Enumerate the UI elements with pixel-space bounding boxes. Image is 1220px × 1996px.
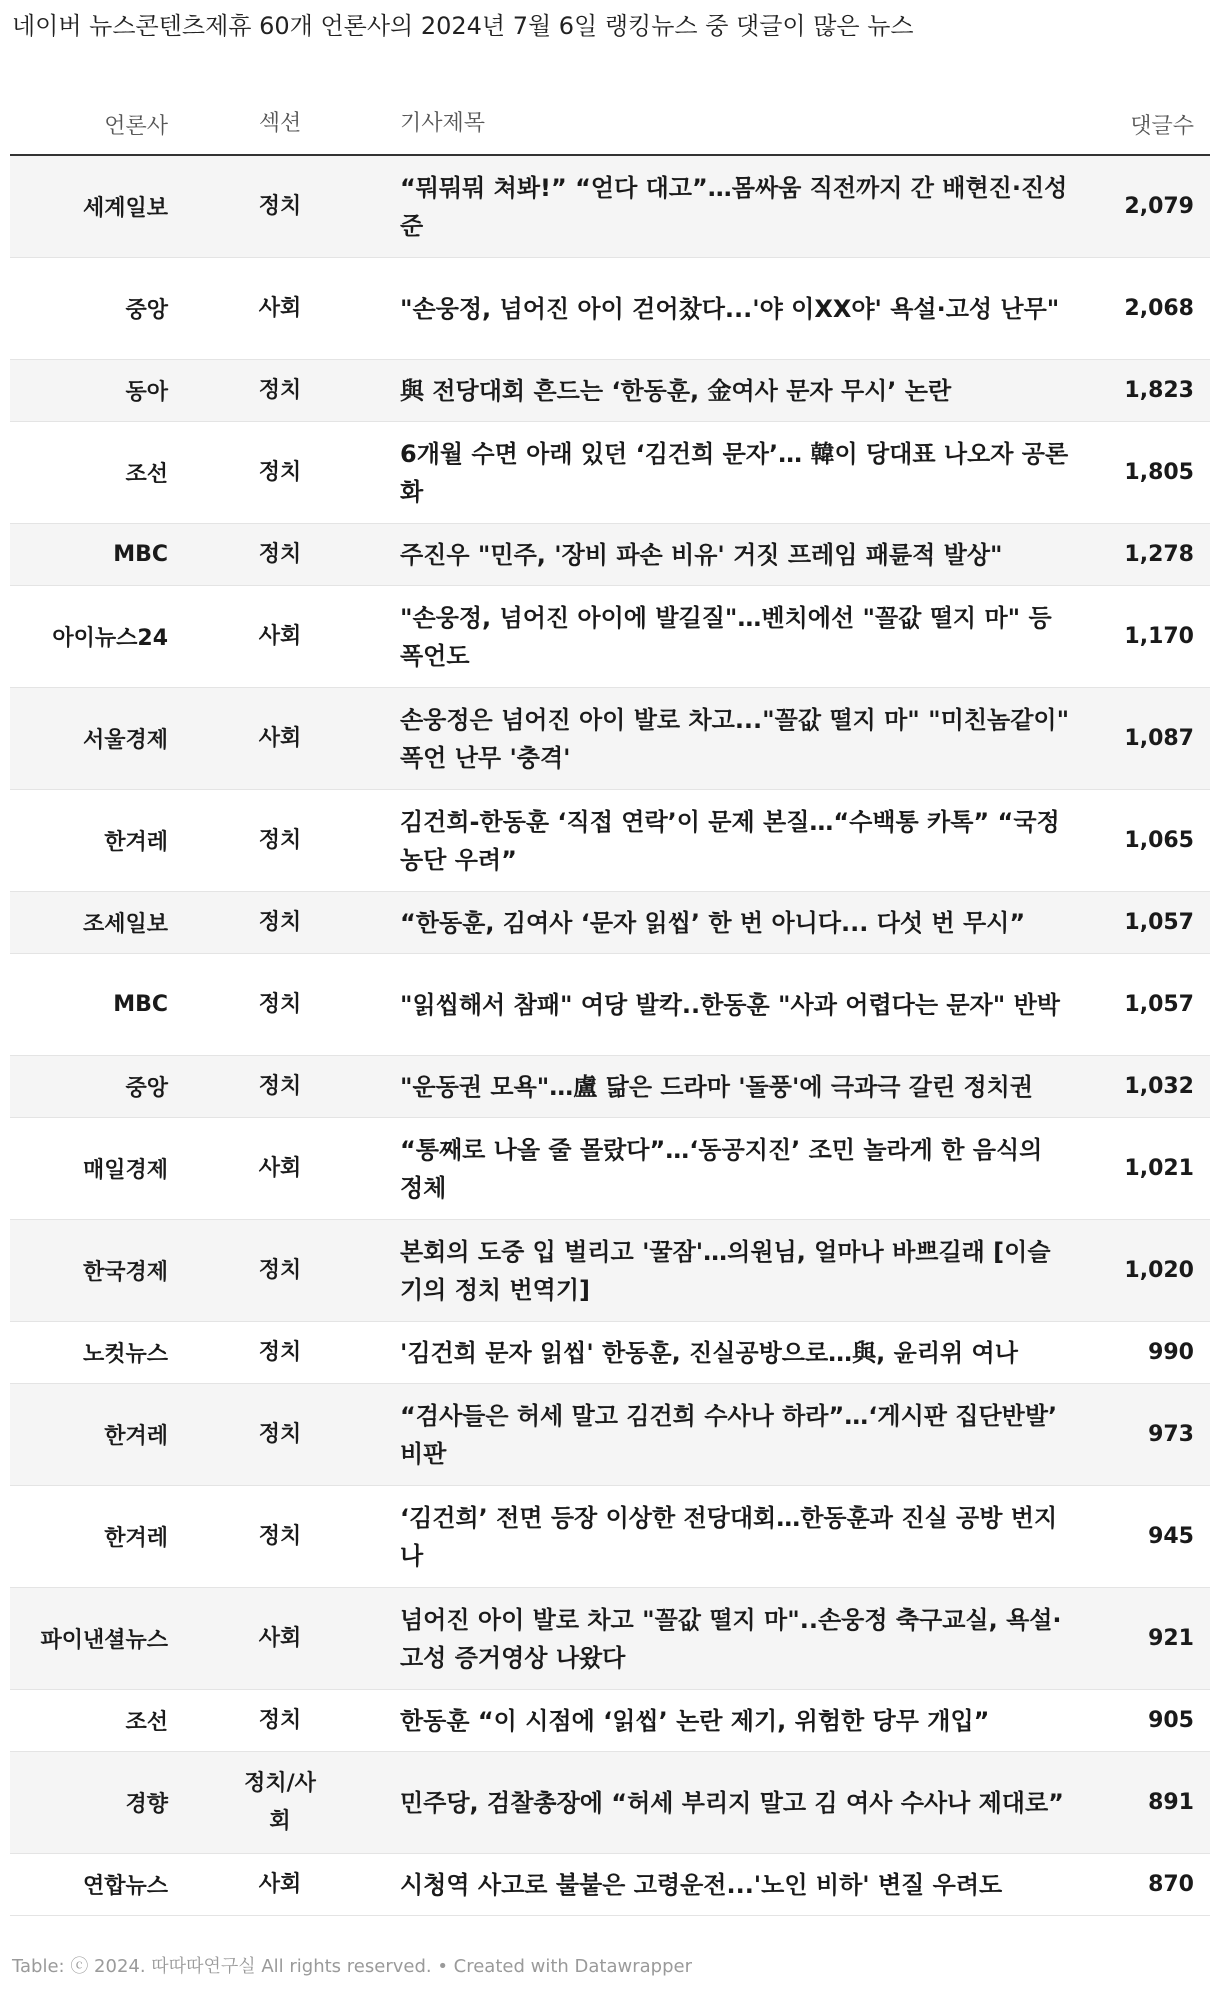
table-row [10, 156, 1210, 258]
cell-section [168, 1068, 392, 1106]
ranking-table [10, 94, 1210, 1916]
cell-section [168, 188, 392, 226]
cell-section [168, 1702, 392, 1740]
cell-section [168, 986, 392, 1024]
cell-publisher: 매일경제 [82, 1158, 168, 1183]
table-row [10, 258, 1210, 360]
table-header [10, 94, 1210, 156]
cell-publisher: 한국경제 [82, 1260, 168, 1285]
cell-comment-count: 973 [1148, 1422, 1194, 1447]
header-headline[interactable]: 기사제목 [400, 111, 486, 136]
cell-headline: “한동훈, 김여사 ‘문자 읽씹’ 한 번 아니다... 다섯 번 무시” [400, 908, 1026, 937]
table-row [10, 790, 1210, 892]
cell-section [168, 536, 392, 574]
cell-section-text: 정치 [258, 1707, 302, 1733]
cell-headline: “통째로 나올 줄 몰랐다”…‘동공지진’ 조민 놀라게 한 음식의 정체 [400, 1135, 1043, 1202]
cell-publisher: MBC [113, 542, 168, 567]
cell-section-text: 정치 [258, 377, 302, 403]
table-row [10, 360, 1210, 422]
cell-comment-count: 1,021 [1124, 1156, 1194, 1181]
cell-headline: 김건희-한동훈 ‘직접 연락’이 문제 본질…“수백통 카톡” “국정농단 우려” [400, 807, 1060, 874]
cell-headline: "운동권 모욕"…盧 닮은 드라마 '돌풍'에 극과극 갈린 정치권 [400, 1072, 1034, 1101]
cell-comment-count: 1,065 [1124, 828, 1194, 853]
table-row [10, 1056, 1210, 1118]
cell-section-text: 정치 [258, 1421, 302, 1447]
cell-section [168, 720, 392, 758]
cell-section [168, 1518, 392, 1556]
cell-headline: 민주당, 검찰총장에 “허세 부리지 말고 김 여사 수사나 제대로” [400, 1788, 1064, 1817]
cell-publisher: 조세일보 [82, 912, 168, 937]
cell-comment-count: 891 [1148, 1790, 1194, 1815]
cell-headline: 본회의 도중 입 벌리고 '꿀잠'…의원님, 얼마나 바쁘길래 [이슬기의 정치 번역기] [400, 1237, 1051, 1304]
cell-section [168, 904, 392, 942]
cell-comment-count: 1,823 [1124, 378, 1194, 403]
cell-section [168, 454, 392, 492]
table-body [10, 156, 1210, 1916]
cell-headline: '김건희 문자 읽씹' 한동훈, 진실공방으로…與, 윤리위 여나 [400, 1338, 1018, 1367]
footer-credit: Table: ⓒ 2024. 따따따연구실 All rights reserved. • Created with Datawrapper [12, 1956, 692, 1977]
cell-comment-count: 1,278 [1124, 542, 1194, 567]
cell-section [168, 822, 392, 860]
cell-section [168, 1334, 392, 1372]
cell-section-text: 정치/사회 [244, 1770, 316, 1834]
cell-section [168, 1866, 392, 1904]
header-section[interactable]: 섹션 [258, 111, 302, 136]
cell-headline: 손웅정은 넘어진 아이 발로 차고..."꼴값 떨지 마" "미친놈같이" 폭언 난무 '충격' [400, 705, 1070, 772]
cell-headline: ‘김건희’ 전면 등장 이상한 전당대회…한동훈과 진실 공방 번지나 [400, 1503, 1058, 1570]
table-row [10, 586, 1210, 688]
table-row [10, 954, 1210, 1056]
cell-section [168, 1252, 392, 1290]
cell-comment-count: 1,805 [1124, 460, 1194, 485]
cell-section [168, 618, 392, 656]
table-row [10, 422, 1210, 524]
cell-comment-count: 921 [1148, 1626, 1194, 1651]
cell-publisher: 동아 [125, 380, 168, 405]
cell-comment-count: 1,170 [1124, 624, 1194, 649]
cell-headline: 한동훈 “이 시점에 ‘읽씹’ 논란 제기, 위험한 당무 개입” [400, 1706, 990, 1735]
cell-comment-count: 2,068 [1124, 296, 1194, 321]
cell-comment-count: 1,057 [1124, 910, 1194, 935]
table-row [10, 1384, 1210, 1486]
page-title: 네이버 뉴스콘텐츠제휴 60개 언론사의 2024년 7월 6일 랭킹뉴스 중 댓글이 많은 뉴스 [12, 12, 914, 40]
cell-publisher: 노컷뉴스 [82, 1342, 168, 1367]
cell-section-text: 사회 [258, 1155, 302, 1181]
table-row [10, 892, 1210, 954]
cell-section-text: 정치 [258, 541, 302, 567]
cell-comment-count: 2,079 [1124, 194, 1194, 219]
cell-publisher: 조선 [125, 462, 168, 487]
cell-headline: "읽씹해서 참패" 여당 발칵..한동훈 "사과 어렵다는 문자" 반박 [400, 990, 1060, 1019]
cell-section [168, 1416, 392, 1454]
table-row [10, 524, 1210, 586]
cell-headline: "손웅정, 넘어진 아이 걷어찼다...'야 이XX야' 욕설·고성 난무" [400, 294, 1060, 323]
cell-section-text: 정치 [258, 1339, 302, 1365]
cell-publisher: 아이뉴스24 [52, 626, 168, 651]
cell-section-text: 사회 [258, 725, 302, 751]
table-row [10, 1588, 1210, 1690]
cell-headline: 與 전당대회 흔드는 ‘한동훈, 金여사 문자 무시’ 논란 [400, 376, 952, 405]
cell-headline: 시청역 사고로 불붙은 고령운전...'노인 비하' 변질 우려도 [400, 1870, 1003, 1899]
cell-headline: “뭐뭐뭐 쳐봐!” “얻다 대고”…몸싸움 직전까지 간 배현진·진성준 [400, 173, 1068, 240]
cell-section-text: 정치 [258, 827, 302, 853]
table-row [10, 1486, 1210, 1588]
cell-section [168, 1620, 392, 1658]
cell-publisher: 중앙 [125, 298, 168, 323]
cell-publisher: MBC [113, 992, 168, 1017]
cell-publisher: 한겨레 [104, 1526, 168, 1551]
cell-headline: "손웅정, 넘어진 아이에 발길질"…벤치에선 "꼴값 떨지 마" 등 폭언도 [400, 603, 1052, 670]
cell-section-text: 사회 [258, 1871, 302, 1897]
cell-comment-count: 1,057 [1124, 992, 1194, 1017]
cell-publisher: 조선 [125, 1710, 168, 1735]
cell-section-text: 정치 [258, 1523, 302, 1549]
table-row [10, 1322, 1210, 1384]
cell-section-text: 정치 [258, 193, 302, 219]
cell-headline: 6개월 수면 아래 있던 ‘김건희 문자’… 韓이 당대표 나오자 공론화 [400, 439, 1069, 506]
cell-publisher: 서울경제 [82, 728, 168, 753]
cell-publisher: 연합뉴스 [82, 1874, 168, 1899]
cell-publisher: 세계일보 [82, 196, 168, 221]
table-row [10, 1752, 1210, 1854]
cell-section-text: 정치 [258, 1073, 302, 1099]
cell-publisher: 한겨레 [104, 1424, 168, 1449]
cell-section-text: 사회 [258, 295, 302, 321]
cell-publisher: 중앙 [125, 1076, 168, 1101]
cell-comment-count: 945 [1148, 1524, 1194, 1549]
cell-headline: 주진우 "민주, '장비 파손 비유' 거짓 프레임 패륜적 발상" [400, 540, 1003, 569]
cell-section-text: 정치 [258, 991, 302, 1017]
cell-section [168, 1150, 392, 1188]
cell-publisher: 한겨레 [104, 830, 168, 855]
cell-section [168, 290, 392, 328]
cell-section-text: 사회 [258, 1625, 302, 1651]
cell-publisher: 파이낸셜뉴스 [40, 1628, 168, 1653]
cell-comment-count: 990 [1148, 1340, 1194, 1365]
cell-comment-count: 905 [1148, 1708, 1194, 1733]
header-comments[interactable]: 댓글수 [1130, 113, 1194, 139]
table-row [10, 1220, 1210, 1322]
cell-section-text: 정치 [258, 909, 302, 935]
cell-publisher: 경향 [125, 1792, 168, 1817]
cell-headline: “검사들은 허세 말고 김건희 수사나 하라”…‘게시판 집단반발’ 비판 [400, 1401, 1058, 1468]
cell-headline: 넘어진 아이 발로 차고 "꼴값 떨지 마"..손웅정 축구교실, 욕설·고성 증거영상 나왔다 [400, 1605, 1062, 1672]
cell-comment-count: 1,087 [1124, 726, 1194, 751]
table-row [10, 1854, 1210, 1916]
table-row [10, 1690, 1210, 1752]
cell-section-text: 사회 [258, 623, 302, 649]
table-row [10, 688, 1210, 790]
cell-comment-count: 870 [1148, 1872, 1194, 1897]
table-row [10, 1118, 1210, 1220]
cell-comment-count: 1,020 [1124, 1258, 1194, 1283]
cell-section [168, 372, 392, 410]
header-publisher[interactable]: 언론사 [104, 113, 168, 139]
cell-section-text: 정치 [258, 459, 302, 485]
cell-section-text: 정치 [258, 1257, 302, 1283]
cell-comment-count: 1,032 [1124, 1074, 1194, 1099]
cell-section [168, 1765, 392, 1841]
